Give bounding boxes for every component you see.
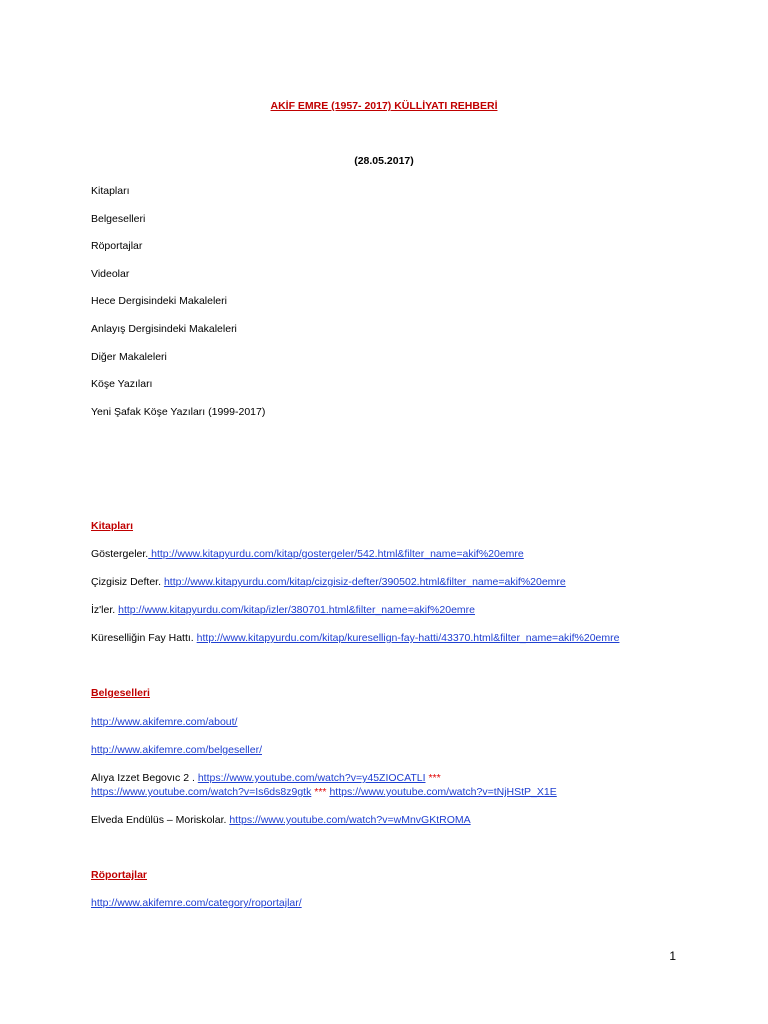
toc-item: Kitapları — [91, 185, 130, 197]
toc-item: Hece Dergisindeki Makaleleri — [91, 295, 227, 308]
link-row — [91, 715, 691, 729]
toc-item: Videolar — [91, 267, 130, 280]
separator: *** — [314, 786, 327, 798]
section-heading: Röportajlar — [91, 869, 148, 881]
aliya-entry — [91, 771, 691, 799]
book-title: Göstergeler. — [91, 548, 149, 560]
section-roportajlar — [91, 868, 691, 882]
section-heading: Kitapları — [91, 520, 134, 532]
documentary-title: Elveda Endülüs – Moriskolar. — [91, 814, 227, 826]
book-link[interactable]: http://www.kitapyurdu.com/kitap/kuresellign-fay-hatti/43370.html&filter_name=akif%20emre — [196, 632, 620, 644]
book-link[interactable]: http://www.kitapyurdu.com/kitap/izler/380701.html&filter_name=akif%20emre — [118, 604, 475, 616]
page-number: 1 — [669, 949, 676, 963]
youtube-link[interactable]: https://www.youtube.com/watch?v=y45ZIOCATLI — [197, 772, 426, 784]
book-entry — [91, 631, 691, 645]
book-link[interactable]: http://www.kitapyurdu.com/kitap/cizgisiz-defter/390502.html&filter_name=akif%20emre — [163, 576, 566, 588]
toc-item: Röportajlar — [91, 240, 143, 253]
toc-item: Köşe Yazıları — [91, 378, 153, 391]
belgeseller-link[interactable]: http://www.akifemre.com/belgeseller/ — [91, 744, 262, 756]
book-title: Çizgisiz Defter. — [91, 576, 162, 588]
book-title: Küreselliğin Fay Hattı. — [91, 632, 194, 644]
about-link[interactable]: http://www.akifemre.com/about/ — [91, 716, 238, 728]
roportajlar-link[interactable]: http://www.akifemre.com/category/roportajlar/ — [91, 897, 302, 909]
book-link[interactable]: http://www.kitapyurdu.com/kitap/gostergeler/542.html&filter_name=akif%20emre — [148, 548, 524, 560]
section-belgeselleri — [91, 686, 691, 700]
document-date: (28.05.2017) — [354, 155, 414, 167]
elveda-entry — [91, 813, 691, 827]
toc-item: Belgeselleri — [91, 212, 146, 225]
table-of-contents — [91, 184, 265, 432]
youtube-link[interactable]: https://www.youtube.com/watch?v=Is6ds8z9gtk — [91, 786, 312, 798]
book-entry — [91, 603, 691, 617]
book-title: İz'ler. — [91, 604, 116, 616]
toc-item: Anlayış Dergisindeki Makaleleri — [91, 322, 237, 335]
youtube-link[interactable]: https://www.youtube.com/watch?v=tNjHStP_X1E — [329, 786, 557, 798]
document-title: AKİF EMRE (1957- 2017) KÜLLİYATI REHBERİ — [270, 100, 498, 112]
section-kitaplari — [91, 519, 691, 533]
youtube-link[interactable]: https://www.youtube.com/watch?v=wMnvGKtROMA — [229, 814, 471, 826]
link-row — [91, 896, 691, 910]
separator: *** — [428, 772, 441, 784]
section-heading: Belgeselleri — [91, 687, 150, 699]
book-entry — [91, 575, 691, 589]
book-entry — [91, 547, 691, 561]
toc-item: Yeni Şafak Köşe Yazıları (1999-2017) — [91, 405, 266, 418]
link-row — [91, 743, 691, 757]
toc-item: Diğer Makaleleri — [91, 350, 167, 363]
documentary-title: Alıya Izzet Begovıc 2 . — [91, 772, 195, 784]
